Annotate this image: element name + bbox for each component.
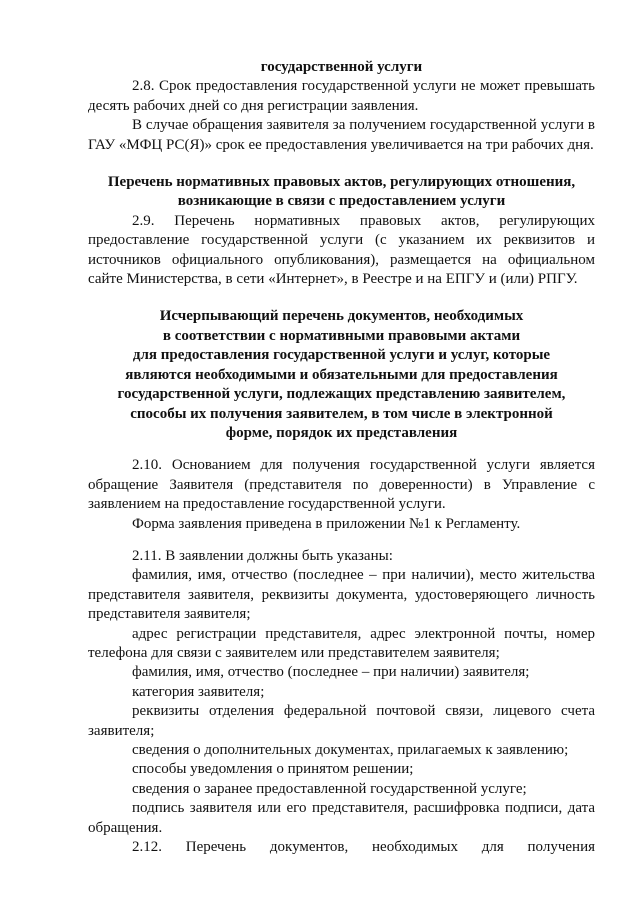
paragraph: 2.9. Перечень нормативных правовых актов, регулирующих предоставление государственной услуги (с указанием их реквизитов и источников официального опубликования), размещается на официальном сайте Министерства, в сети «Интернет», в Реестре и на ЕПГУ и (или) РПГУ. bbox=[88, 212, 595, 288]
heading-line: в соответствии с нормативными правовыми актами bbox=[162, 327, 521, 344]
paragraph: реквизиты отделения федеральной почтовой связи, лицевого счета заявителя; bbox=[88, 703, 595, 739]
paragraph: сведения о дополнительных документах, прилагаемых к заявлению; bbox=[132, 742, 569, 758]
paragraph: Форма заявления приведена в приложении №1 к Регламенту. bbox=[132, 515, 521, 532]
paragraph: адрес регистрации представителя, адрес электронной почты, номер телефона для связи с заявителем или представителем заявителя; bbox=[88, 625, 595, 661]
heading-line: государственной услуги, подлежащих представлению заявителем, bbox=[117, 386, 566, 403]
spacer bbox=[88, 289, 595, 307]
paragraph: В случае обращения заявителя за получением государственной услуги в ГАУ «МФЦ РС(Я)» срок ее предоставления увеличивается на три рабочих дня. bbox=[88, 117, 595, 153]
paragraph: категория заявителя; bbox=[132, 683, 265, 700]
paragraph: 2.8. Срок предоставления государственной услуги не может превышать десять рабочих дней со дня регистрации заявления. bbox=[88, 78, 595, 114]
heading-line: для предоставления государственной услуги и услуг, которые bbox=[132, 347, 551, 364]
paragraph: подпись заявителя или его представителя, расшифровка подписи, дата обращения. bbox=[88, 800, 595, 836]
spacer bbox=[88, 443, 595, 456]
paragraph: 2.11. В заявлении должны быть указаны: bbox=[132, 547, 393, 564]
paragraph: фамилия, имя, отчество (последнее – при наличии), место жительства представителя заявителя, реквизиты документа, удостоверяющего личность представителя заявителя; bbox=[88, 567, 595, 623]
heading-line: являются необходимыми и обязательными для предоставления bbox=[125, 366, 558, 383]
heading-line: способы их получения заявителем, в том числе в электронной bbox=[130, 405, 553, 422]
paragraph: 2.10. Основанием для получения государственной услуги является обращение Заявителя (представителя по доверенности) в Управление с заявлением на предоставление государственной услуги. bbox=[88, 457, 595, 513]
section-heading: Перечень нормативных правовых актов, регулирующих отношения, возникающие в связи с предоставлением услуги bbox=[107, 174, 576, 210]
spacer bbox=[88, 534, 595, 547]
heading-line: форме, порядок их представления bbox=[225, 424, 458, 441]
paragraph: способы уведомления о принятом решении; bbox=[132, 761, 414, 778]
paragraph: фамилия, имя, отчество (последнее – при наличии) заявителя; bbox=[132, 664, 530, 681]
paragraph: 2.12. Перечень документов, необходимых для получения bbox=[132, 839, 595, 856]
section-heading bbox=[88, 307, 595, 443]
spacer bbox=[88, 155, 595, 173]
paragraph: сведения о заранее предоставленной государственной услуге; bbox=[132, 780, 527, 797]
heading-line: Исчерпывающий перечень документов, необходимых bbox=[159, 308, 524, 325]
section-heading: государственной услуги bbox=[260, 59, 423, 75]
